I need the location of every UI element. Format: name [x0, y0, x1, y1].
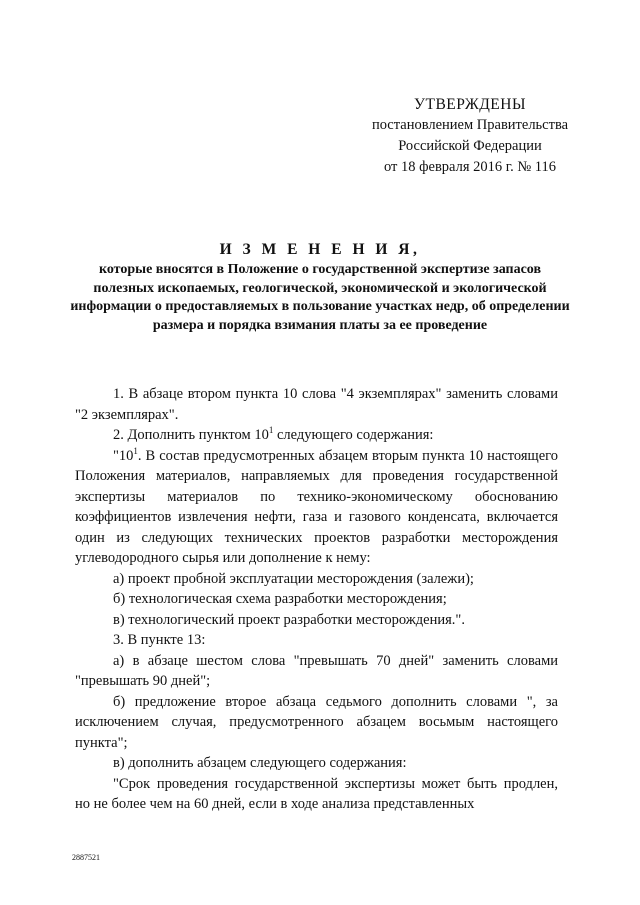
paragraph-item-3b: б) предложение второе абзаца седьмого дополнить словами ", за исключением случая, предусмотренного абзацем восьмым настоящего пункта"; — [75, 693, 558, 751]
paragraph-item-3a: а) в абзаце шестом слова "превышать 70 дней" заменить словами "превышать 90 дней"; — [75, 652, 558, 689]
document-subtitle: которые вносятся в Положение о государственной экспертизе запасов полезных ископаемых, геологической, экономической и экологической информации о предоставляемых в пользование участках недр, об определении размера и порядка взимания платы за ее проведение — [70, 262, 570, 333]
paragraph-item-2-superscript: 1 — [268, 425, 274, 435]
document-heading — [70, 240, 570, 335]
paragraph-new-point-tail: . В состав предусмотренных абзацем вторым пункта 10 настоящего Положения материалов, направляемых для проведения государственной экспертизы материалов по технико-экономическому обоснованию коэффициентов извлечения нефти, газа и газового конденсата, включается один из следующих технических проектов разработки месторождения углеводородного сырья или дополнение к нему: — [75, 447, 558, 566]
approval-block — [320, 94, 620, 178]
paragraph-new-point — [75, 446, 558, 569]
document-title: И З М Е Н Е Н И Я, — [219, 241, 421, 258]
paragraph-subitem-a: а) проект пробной эксплуатации месторождения (залежи); — [113, 570, 474, 587]
paragraph-item-1: 1. В абзаце втором пункта 10 слова "4 экземплярах" заменить словами "2 экземплярах". — [75, 386, 558, 423]
paragraph-new-point-text: "10 — [113, 447, 134, 464]
paragraph-item-3c: в) дополнить абзацем следующего содержания: — [113, 755, 407, 771]
approval-line-date: от 18 февраля 2016 г. № 116 — [383, 159, 557, 175]
paragraph-item-2-tail: следующего содержания: — [273, 427, 434, 443]
document-code: 2887521 — [72, 853, 100, 862]
paragraph-new-point-superscript: 1 — [133, 445, 138, 456]
approval-title: УТВЕРЖДЕНЫ — [414, 96, 526, 113]
paragraph-item-2 — [75, 425, 558, 446]
paragraph-subitem-b: б) технологическая схема разработки месторождения; — [113, 591, 447, 607]
paragraph-subitem-c: в) технологический проект разработки месторождения.". — [113, 611, 465, 628]
paragraph-item-2-text: 2. Дополнить пунктом 10 — [113, 427, 269, 443]
paragraph-quoted-text: "Срок проведения государственной экспертизы может быть продлен, но не более чем на 60 дней, если в ходе анализа представленных — [75, 775, 558, 812]
approval-line-country: Российской Федерации — [398, 138, 542, 154]
approval-line-resolution: постановлением Правительства — [371, 117, 569, 133]
document-body — [75, 384, 558, 815]
paragraph-item-3: 3. В пункте 13: — [113, 632, 206, 648]
